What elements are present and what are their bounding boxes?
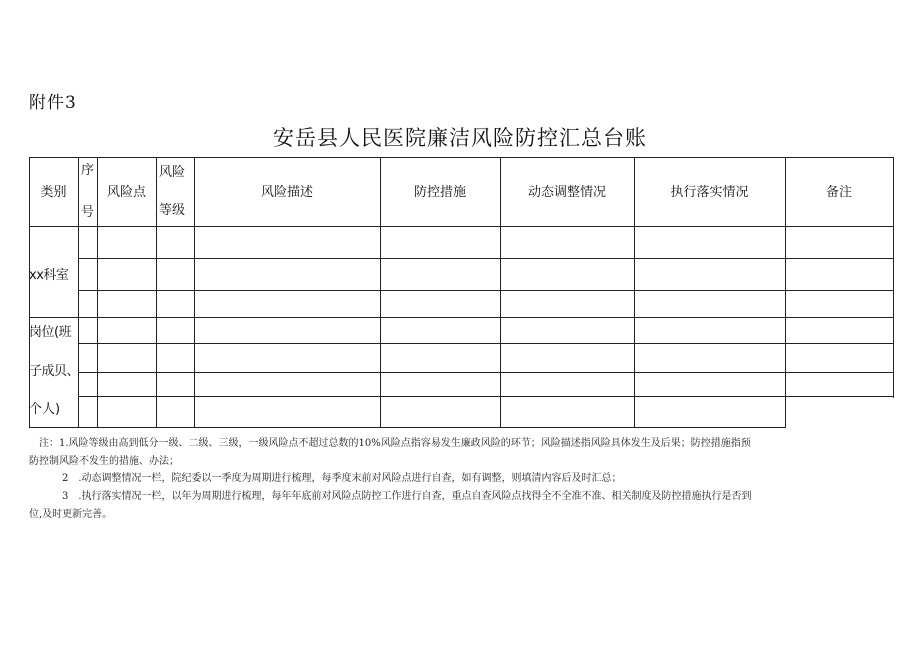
header-risk-level-line2: 等级 [158, 203, 185, 218]
header-risk-point: 风险点 [106, 185, 146, 200]
note-line-2: 防控制风险不发生的措施、办法； [29, 456, 179, 467]
header-dynamic-adjustment: 动态调整情况 [527, 185, 606, 200]
header-serial-line1: 序 [80, 163, 94, 178]
note-line-4: 3 .执行落实情况一栏，以年为周期进行梳理，每年年底前对风险点防控工作进行自查，重点自查风险点找得全不全准不准、相关制度及防控措施执行是否到 [62, 491, 752, 502]
note-line-1: 注：1.风险等级由高到低分一级、二级、三级，一级风险点不超过总数的10%风险点指容易发生廉政风险的环节；风险描述指风险具体发生及后果；防控措施指预 [39, 438, 751, 449]
header-implementation: 执行落实情况 [670, 185, 749, 200]
category-position-line1: 岗位(班 [29, 325, 72, 340]
header-control-measures: 防控措施 [413, 185, 466, 200]
header-risk-level-line1: 风险 [158, 165, 185, 180]
column-divider [78, 157, 79, 427]
column-divider [156, 157, 157, 427]
category-position-line2: 子成贝、 [29, 364, 80, 379]
header-risk-description: 风险描述 [260, 185, 313, 200]
attachment-label: 附件3 [29, 93, 77, 113]
header-divider [29, 226, 893, 227]
category-department: xx科室 [29, 268, 69, 283]
table-border-bottom [29, 427, 786, 428]
header-category: 类别 [40, 185, 67, 200]
page-title: 安岳县人民医院廉洁风险防控汇总台账 [273, 126, 647, 150]
row-divider [78, 290, 893, 291]
row-divider [29, 317, 893, 318]
row-divider [78, 372, 893, 373]
row-divider [78, 343, 893, 344]
table-border-right [893, 157, 894, 398]
category-position-line3: 个人) [29, 402, 61, 417]
row-divider [78, 258, 893, 259]
note-line-5: 位,及时更新完善。 [29, 509, 113, 520]
row-divider [78, 396, 893, 397]
note-line-3: 2 .动态调整情况一栏，院纪委以一季度为周期进行梳理，每季度末前对风险点进行自查，如有调整，则填清内容后及时汇总； [62, 473, 622, 484]
header-remarks: 备注 [825, 185, 852, 200]
header-serial-line2: 号 [80, 205, 94, 220]
table-border-top [29, 157, 893, 158]
